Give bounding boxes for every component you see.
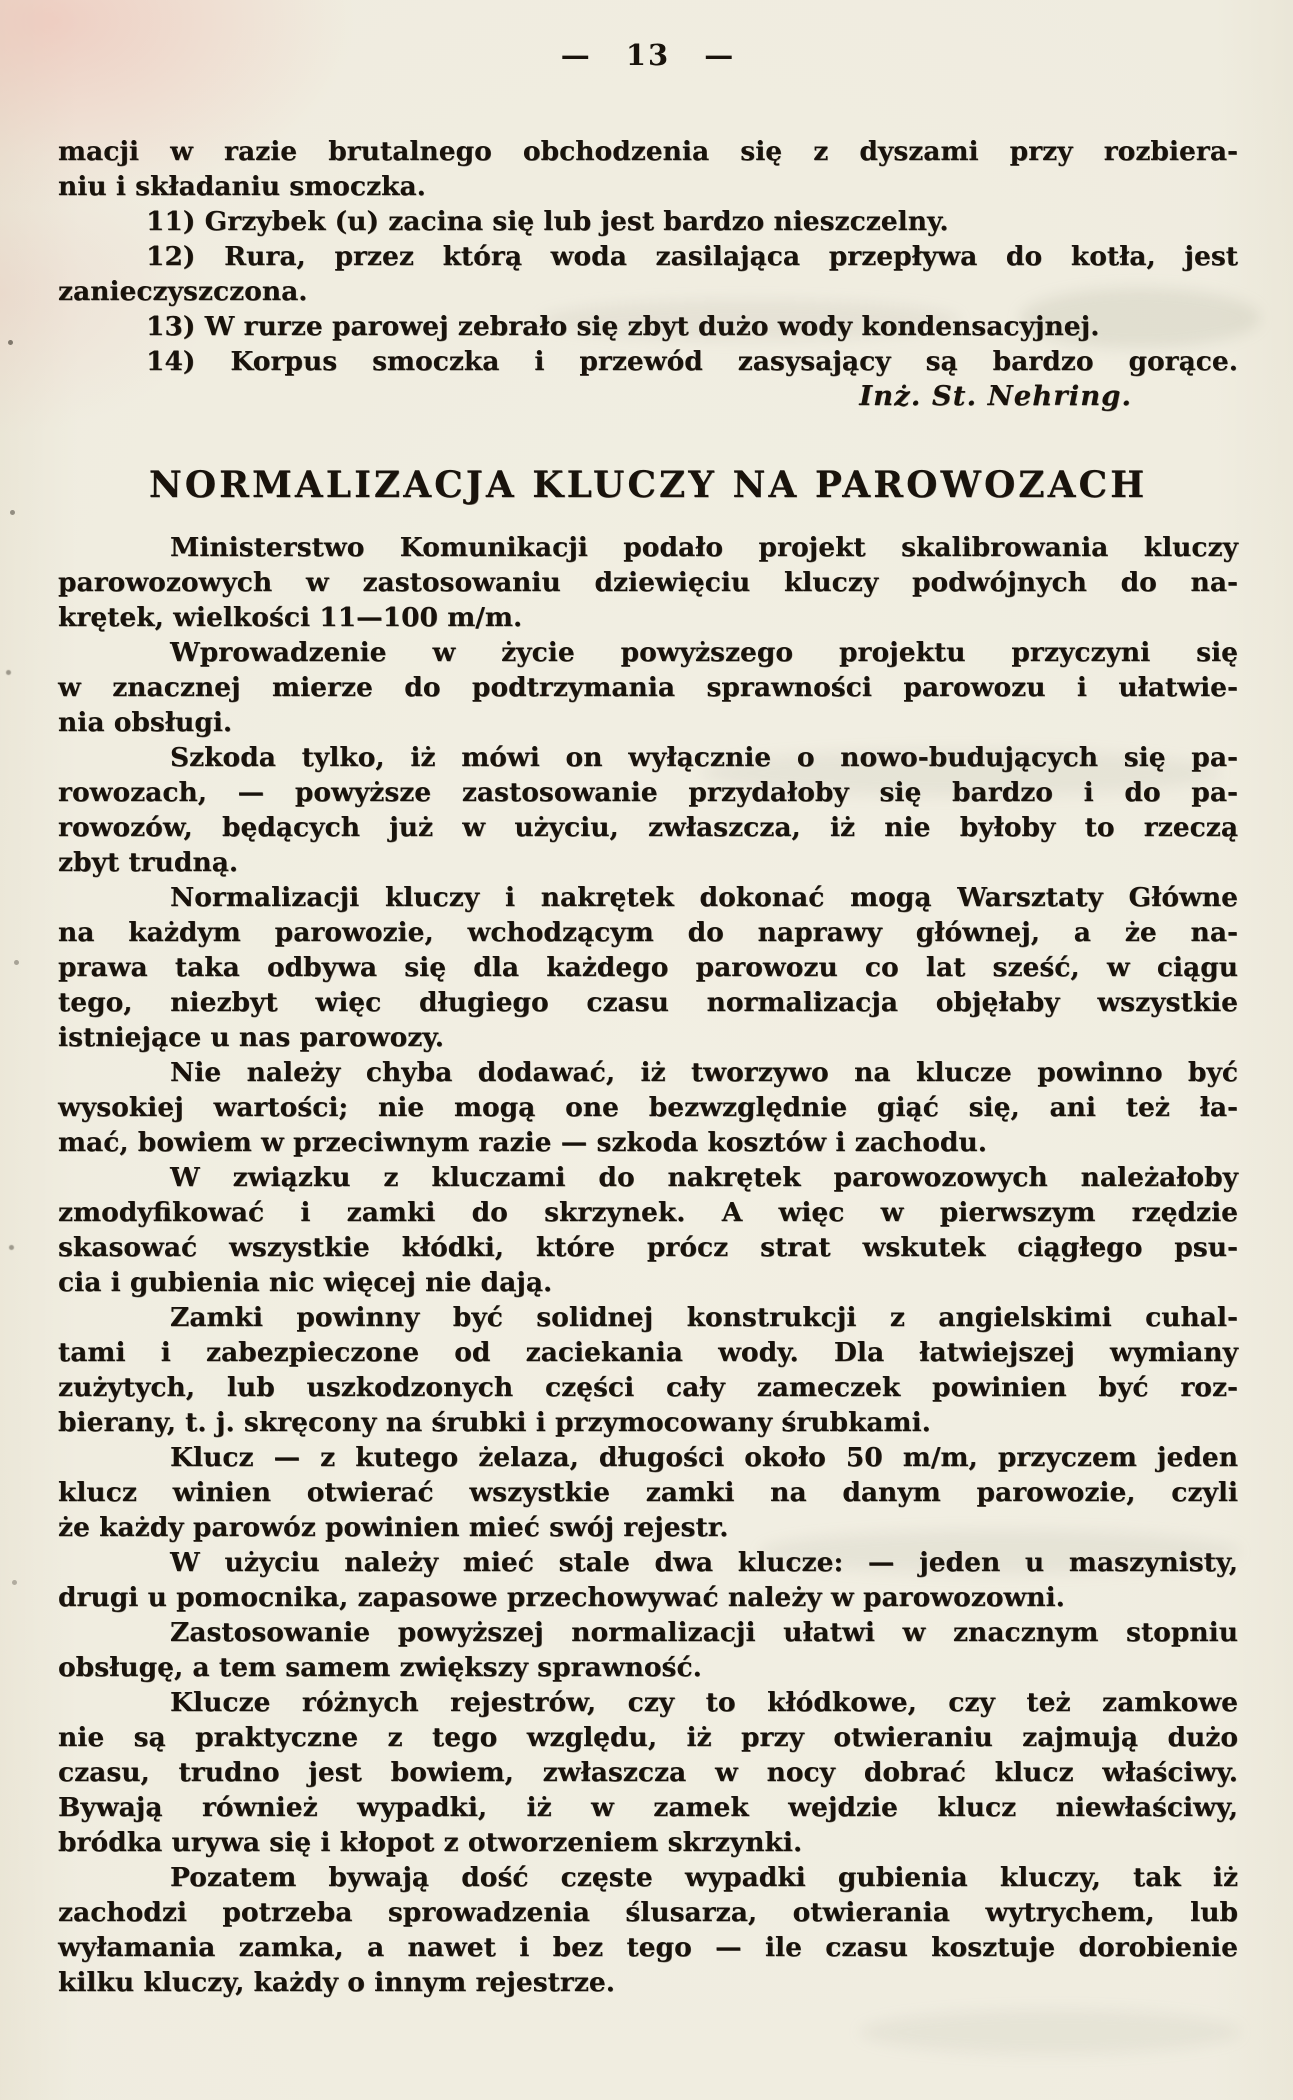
text-line: Bywają również wypadki, iż w zamek wejdzie klucz niewłaściwy, [58, 1792, 1238, 1823]
text-line: rowozach, — powyższe zastosowanie przydałoby się bardzo i do pa- [58, 777, 1238, 808]
text-line: Inż. St. Nehring. [859, 380, 1132, 412]
text-line: Pozatem bywają dość częste wypadki gubienia kluczy, tak iż [170, 1862, 1238, 1893]
text-line: Szkoda tylko, iż mówi on wyłącznie o nowo-budujących się pa- [170, 742, 1238, 773]
text-line: klucz winien otwierać wszystkie zamki na danym parowozie, czyli [58, 1477, 1238, 1508]
text-line: drugi u pomocnika, zapasowe przechowywać należy w parowozowni. [58, 1582, 1065, 1613]
text-line: Ministerstwo Komunikacji podało projekt skalibrowania kluczy [170, 532, 1238, 563]
text-line: nie są praktyczne z tego względu, iż przy otwieraniu zajmują dużo [58, 1722, 1238, 1753]
paragraph [58, 1860, 1238, 2000]
text-line: skasować wszystkie kłódki, które prócz strat wskutek ciągłego psu- [58, 1232, 1238, 1263]
text-line: na każdym parowozie, wchodzącym do naprawy głównej, a że na- [58, 917, 1238, 948]
paragraph [58, 134, 1238, 204]
text-line: kilku kluczy, każdy o innym rejestrze. [58, 1967, 615, 1998]
text-line: krętek, wielkości 11—100 m/m. [58, 602, 523, 633]
text-line: Wprowadzenie w życie powyższego projektu przyczyni się [170, 637, 1238, 668]
text-line: Klucz — z kutego żelaza, długości około 50 m/m, przyczem jeden [170, 1442, 1238, 1473]
paragraph [58, 880, 1238, 1055]
paragraph [58, 740, 1238, 880]
text-line: tego, niezbyt więc długiego czasu normalizacja objęłaby wszystkie [58, 987, 1238, 1018]
text-line: 14) Korpus smoczka i przewód zasysający są bardzo gorące. [146, 346, 1238, 377]
paragraph [58, 635, 1238, 740]
paragraph [58, 1055, 1238, 1160]
text-line: niu i składaniu smoczka. [58, 171, 426, 202]
text-line: zbyt trudną. [58, 847, 239, 878]
paragraph [58, 1160, 1238, 1300]
paragraph [58, 1685, 1238, 1860]
text-line: 11) Grzybek (u) zacina się lub jest bardzo nieszczelny. [146, 206, 949, 237]
numbered-item [58, 239, 1238, 309]
text-line: W związku z kluczami do nakrętek parowozowych należałoby [170, 1162, 1238, 1193]
text-line: Klucze różnych rejestrów, czy to kłódkowe, czy też zamkowe [170, 1687, 1238, 1718]
text-line: zużytych, lub uszkodzonych części cały zameczek powinien być roz- [58, 1372, 1238, 1403]
text-line: bierany, t. j. skręcony na śrubki i przymocowany śrubkami. [58, 1407, 931, 1438]
text-line: zachodzi potrzeba sprowadzenia ślusarza, otwierania wytrychem, lub [58, 1897, 1238, 1928]
text-line: prawa taka odbywa się dla każdego parowozu co lat sześć, w ciągu [58, 952, 1238, 983]
text-line: NORMALIZACJA KLUCZY NA PAROWOZACH [148, 464, 1148, 506]
text-line: że każdy parowóz powinien mieć swój rejestr. [58, 1512, 729, 1543]
paragraph [58, 1545, 1238, 1615]
text-line: 12) Rura, przez którą woda zasilająca przepływa do kotła, jest [146, 241, 1238, 272]
ink-specks [8, 340, 13, 345]
text-line: macji w razie brutalnego obchodzenia się z dyszami przy rozbiera- [58, 136, 1238, 167]
numbered-item [58, 204, 1238, 239]
text-line: Normalizacji kluczy i nakrętek dokonać mogą Warsztaty Główne [170, 882, 1238, 913]
text-line: czasu, trudno jest bowiem, zwłaszcza w nocy dobrać klucz właściwy. [58, 1757, 1238, 1788]
paragraph [58, 1615, 1238, 1685]
author-signature [58, 379, 1238, 414]
text-line: mać, bowiem w przeciwnym razie — szkoda kosztów i zachodu. [58, 1127, 987, 1158]
paragraph [58, 1440, 1238, 1545]
paper-smudge [860, 2010, 1240, 2054]
paragraph [58, 530, 1238, 635]
text-line: Zamki powinny być solidnej konstrukcji z angielskimi cuhal- [170, 1302, 1238, 1333]
text-line: istniejące u nas parowozy. [58, 1022, 444, 1053]
text-line: cia i gubienia nic więcej nie dają. [58, 1267, 553, 1298]
text-line: Zastosowanie powyższej normalizacji ułatwi w znacznym stopniu [170, 1617, 1238, 1648]
text-line: bródka urywa się i kłopot z otworzeniem skrzynki. [58, 1827, 803, 1858]
text-line: 13) W rurze parowej zebrało się zbyt dużo wody kondensacyjnej. [146, 311, 1100, 342]
numbered-item [58, 309, 1238, 344]
numbered-item [58, 344, 1238, 379]
text-line: parowozowych w zastosowaniu dziewięciu kluczy podwójnych do na- [58, 567, 1238, 598]
text-line: nia obsługi. [58, 707, 233, 738]
text-line: wysokiej wartości; nie mogą one bezwzględnie giąć się, ani też ła- [58, 1092, 1238, 1123]
text-line: obsługę, a tem samem zwiększy sprawność. [58, 1652, 702, 1683]
text-line: w znacznej mierze do podtrzymania sprawności parowozu i ułatwie- [58, 672, 1238, 703]
section-heading [58, 460, 1238, 510]
text-line: W użyciu należy mieć stale dwa klucze: — jeden u maszynisty, [170, 1547, 1238, 1578]
paragraph [58, 1300, 1238, 1440]
text-line: rowozów, będących już w użyciu, zwłaszcza, iż nie byłoby to rzeczą [58, 812, 1238, 843]
text-line: zanieczyszczona. [58, 276, 308, 307]
text-line: Nie należy chyba dodawać, iż tworzywo na klucze powinno być [170, 1057, 1238, 1088]
page-number: — 13 — [560, 38, 736, 72]
text-column [58, 134, 1238, 2000]
text-line: wyłamania zamka, a nawet i bez tego — ile czasu kosztuje dorobienie [58, 1932, 1238, 1963]
text-line: zmodyfikować i zamki do skrzynek. A więc w pierwszym rzędzie [58, 1197, 1238, 1228]
text-line: tami i zabezpieczone od zaciekania wody. Dla łatwiejszej wymiany [58, 1337, 1238, 1368]
